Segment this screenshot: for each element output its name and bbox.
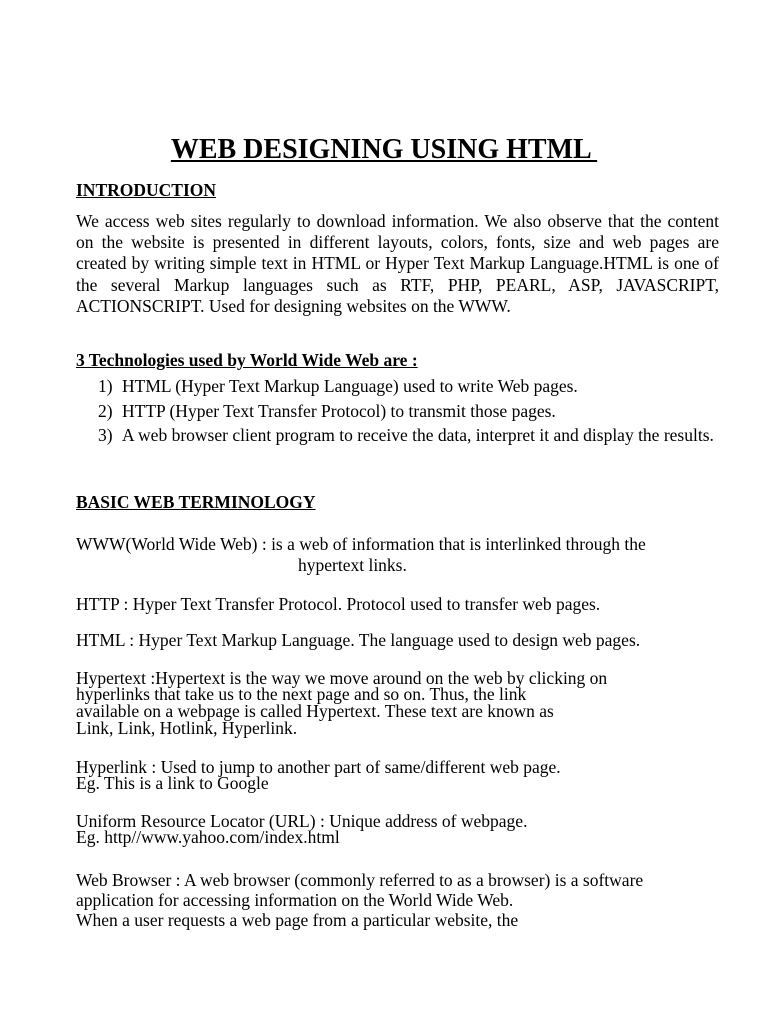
list-item-number: 3) (98, 425, 113, 445)
browser-definition-line-1: Web Browser : A web browser (commonly referred to as a browser) is a software (76, 870, 644, 890)
url-definition: Uniform Resource Locator (URL) : Unique address of webpage. (76, 811, 528, 831)
list-item-number: 1) (98, 376, 113, 396)
list-item (76, 423, 721, 448)
list-item-text: A web browser client program to receive the data, interpret it and display the results. (122, 425, 714, 445)
list-item (76, 374, 721, 399)
page-title: WEB DESIGNING USING HTML (170, 134, 598, 165)
list-item (76, 399, 721, 424)
technologies-list (76, 374, 721, 448)
browser-definition-line-3: When a user requests a web page from a particular website, the (76, 910, 519, 930)
html-definition: HTML : Hyper Text Markup Language. The language used to design web pages. (76, 630, 641, 650)
intro-paragraph: We access web sites regularly to download information. We also observe that the content on the website is presented in different layouts, colors, fonts, size and web pages are created by writing simple text in HTML or Hyper Text Markup Language.HTML is one of the several Markup languages such as RTF, PHP, PEARL, ASP, JAVASCRIPT, ACTIONSCRIPT. Used for designing websites on the WWW. (76, 211, 719, 316)
www-definition: WWW(World Wide Web) : is a web of information that is interlinked through the (76, 534, 646, 554)
hypertext-definition-line-1: Hypertext :Hypertext is the way we move around on the web by clicking on (76, 668, 608, 688)
www-definition-continued: hypertext links. (298, 555, 407, 575)
technologies-heading: 3 Technologies used by World Wide Web are : (76, 350, 418, 370)
hypertext-definition-line-4: Link, Link, Hotlink, Hyperlink. (76, 718, 298, 738)
hypertext-definition-line-2: hyperlinks that take us to the next page and so on. Thus, the link (76, 684, 527, 704)
hyperlink-definition: Hyperlink : Used to jump to another part of same/different web page. (76, 757, 561, 777)
list-item-number: 2) (98, 400, 113, 421)
terminology-heading: BASIC WEB TERMINOLOGY (76, 492, 316, 512)
http-definition: HTTP : Hyper Text Transfer Protocol. Protocol used to transfer web pages. (76, 594, 601, 614)
list-item-text: HTTP (Hyper Text Transfer Protocol) to transmit those pages. (122, 400, 556, 421)
list-item-text: HTML (Hyper Text Markup Language) used to write Web pages. (122, 376, 578, 396)
hyperlink-example: Eg. This is a link to Google (76, 773, 269, 793)
hypertext-definition-line-3: available on a webpage is called Hypertext. These text are known as (76, 701, 554, 721)
browser-definition-line-2: application for accessing information on the World Wide Web. (76, 890, 514, 910)
intro-heading: INTRODUCTION (76, 180, 217, 200)
url-example: Eg. http//www.yahoo.com/index.html (76, 827, 340, 847)
